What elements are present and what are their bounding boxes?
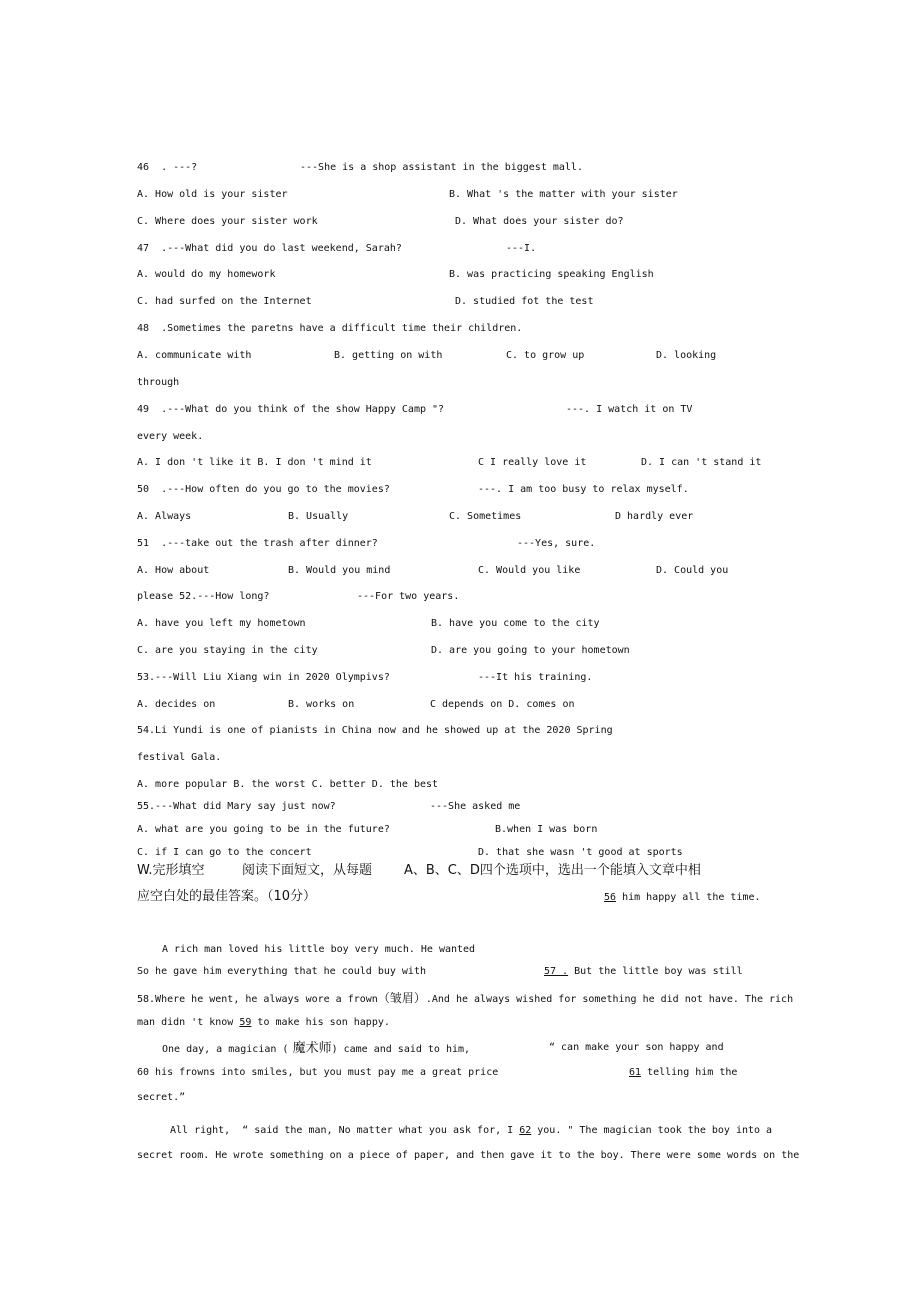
cloze-heading-c: A、B、C、D四个选项中，选出一个能填入文章中相 (404, 863, 701, 878)
q55-option-a: A. what are you going to be in the future? (137, 824, 390, 835)
q55-answer: ---She asked me (430, 801, 521, 812)
q52-option-b: B. have you come to the city (431, 618, 600, 629)
q48-stem: 48 .Sometimes the paretns have a difficult time their children. (137, 323, 523, 334)
passage-p2-line1 (162, 1041, 470, 1057)
cloze-text-56: him happy all the time. (616, 892, 761, 903)
passage-p2-line1c: “ can make your son happy and (549, 1042, 724, 1053)
q55-option-d: D. that she wasn 't good at sports (478, 847, 683, 858)
q46-stem: 46 . ---? (137, 162, 198, 173)
q53-answer: ---It his training. (478, 672, 593, 683)
q51-option-a: A. How about (137, 565, 210, 576)
q46-option-b: B. What 's the matter with your sister (449, 189, 678, 200)
cloze-heading-a: W.完形填空 (137, 863, 205, 878)
q52-option-d: D. are you going to your hometown (431, 645, 630, 656)
q53-option-a: A. decides on (137, 699, 216, 710)
blank-56: 56 (604, 892, 617, 903)
q47-option-c: C. had surfed on the Internet (137, 296, 312, 307)
q51-option-d: D. Could you (656, 565, 729, 576)
q49-stem: 49 .---What do you think of the show Happy Camp "? (137, 404, 445, 415)
blank-57: 57 . (544, 966, 569, 977)
q54-stem-cont: festival Gala. (137, 752, 222, 763)
q55-option-b: B.when I was born (495, 824, 598, 835)
cloze-line-56 (604, 891, 761, 904)
q49-answer-cont: every week. (137, 431, 204, 442)
q50-option-a: A. Always (137, 511, 192, 522)
q52-option-a: A. have you left my hometown (137, 618, 306, 629)
cloze-heading-b: 阅读下面短文，从每题 (242, 863, 373, 878)
cloze-line-57 (544, 965, 743, 978)
cloze-text-57: But the little boy was still (568, 966, 743, 977)
q47-stem: 47 .---What did you do last weekend, Sarah? (137, 243, 402, 254)
q50-option-b: B. Usually (288, 511, 349, 522)
q48-option-d-cont: through (137, 377, 180, 388)
passage-p2-line1b: ) came and said to him, (331, 1044, 471, 1055)
q53-option-b: B. works on (288, 699, 355, 710)
q55-option-c: C. if I can go to the concert (137, 847, 312, 858)
q54-options: A. more popular B. the worst C. better D. the best (137, 779, 439, 790)
passage-p1-line2: So he gave him everything that he could buy with (137, 966, 426, 977)
q50-answer: ---. I am too busy to relax myself. (478, 484, 689, 495)
q46-option-d: D. What does your sister do? (455, 216, 624, 227)
passage-p1-line4b: to make his son happy. (251, 1017, 390, 1028)
q47-option-d: D. studied fot the test (455, 296, 594, 307)
q51-option-b: B. Would you mind (288, 565, 391, 576)
q48-option-d: D. looking (656, 350, 717, 361)
q50-option-c: C. Sometimes (449, 511, 522, 522)
q52-answer: ---For two years. (357, 591, 460, 602)
q47-option-b: B. was practicing speaking English (449, 269, 654, 280)
q46-answer: ---She is a shop assistant in the biggest mall. (300, 162, 583, 173)
passage-p1-frown-cn: （皱眉） (377, 991, 426, 1005)
q52-stem: please 52.---How long? (137, 591, 270, 602)
q48-option-c: C. to grow up (506, 350, 585, 361)
passage-p1-line1: A rich man loved his little boy very much. He wanted (162, 944, 476, 955)
q53-option-cd: C depends on D. comes on (430, 699, 575, 710)
q47-answer: ---I. (506, 243, 537, 254)
q49-answer: ---. I watch it on TV (566, 404, 693, 415)
q53-stem: 53.---Will Liu Xiang win in 2020 Olympivs? (137, 672, 390, 683)
q46-option-a: A. How old is your sister (137, 189, 288, 200)
passage-p2-line3: secret.” (137, 1092, 186, 1103)
blank-62: 62 (519, 1125, 532, 1136)
passage-p1-line4a: man didn 't know (137, 1017, 240, 1028)
passage-p3-line1a: All right, “ said the man, No matter what you ask for, I (170, 1125, 520, 1136)
passage-p2-line2: 60 his frowns into smiles, but you must pay me a great price (137, 1067, 499, 1078)
q49-option-ab: A. I don 't like it B. I don 't mind it (137, 457, 372, 468)
q48-option-a: A. communicate with (137, 350, 252, 361)
q52-option-c: C. are you staying in the city (137, 645, 318, 656)
passage-p3-line1b: you. " The magician took the boy into a (531, 1125, 773, 1136)
blank-59: 59 (239, 1017, 252, 1028)
passage-p2-magician-cn: 魔术师 (288, 1041, 332, 1056)
passage-p2-line1a: One day, a magician ( (162, 1044, 289, 1055)
q49-option-c: C I really love it (478, 457, 587, 468)
q46-option-c: C. Where does your sister work (137, 216, 318, 227)
cloze-line-61 (629, 1066, 737, 1079)
q51-stem: 51 .---take out the trash after dinner? (137, 538, 378, 549)
passage-p1-line3 (137, 990, 793, 1006)
q47-option-a: A. would do my homework (137, 269, 276, 280)
passage-p3-line2: secret room. He wrote something on a piece of paper, and then gave it to the boy. There were some words on the (137, 1150, 800, 1161)
passage-p3-line1 (170, 1124, 772, 1137)
cloze-text-61: telling him the (641, 1067, 738, 1078)
passage-p1-line4 (137, 1016, 390, 1029)
q50-option-d: D hardly ever (615, 511, 694, 522)
q55-stem: 55.---What did Mary say just now? (137, 801, 336, 812)
q54-stem: 54.Li Yundi is one of pianists in China now and he showed up at the 2020 Spring (137, 725, 613, 736)
q50-stem: 50 .---How often do you go to the movies? (137, 484, 390, 495)
passage-p1-line3a: 58.Where he went, he always wore a frown (137, 994, 378, 1005)
q49-option-d: D. I can 't stand it (641, 457, 762, 468)
q48-option-b: B. getting on with (334, 350, 443, 361)
passage-p1-line3b: .And he always wished for something he did not have. The rich (425, 994, 794, 1005)
cloze-heading-line2: 应空白处的最佳答案。（10分） (137, 889, 317, 904)
q51-answer: ---Yes, sure. (517, 538, 596, 549)
blank-61: 61 (629, 1067, 642, 1078)
q51-option-c: C. Would you like (478, 565, 581, 576)
